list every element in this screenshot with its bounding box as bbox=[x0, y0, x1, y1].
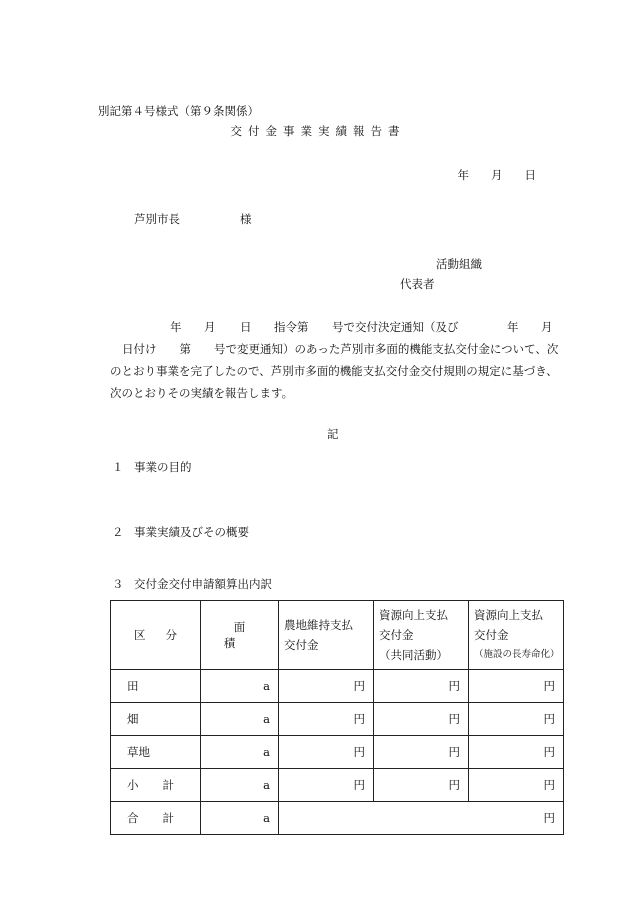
row-label: 畑 bbox=[111, 703, 201, 736]
date-month: 月 bbox=[491, 168, 503, 182]
body-month-2: 月 bbox=[541, 320, 553, 334]
amount-cell: 円 bbox=[279, 670, 374, 703]
item-breakdown: ３ 交付金交付申請額算出内訳 bbox=[112, 577, 272, 591]
row-label: 小計 bbox=[111, 769, 201, 802]
table-row bbox=[111, 736, 564, 769]
area-cell: a bbox=[201, 736, 279, 769]
amount-cell: 円 bbox=[279, 736, 374, 769]
row-label: 草地 bbox=[111, 736, 201, 769]
ki-heading: 記 bbox=[327, 427, 339, 441]
table-row-total bbox=[111, 802, 564, 835]
body-notice: 号で交付決定通知（及び bbox=[332, 320, 459, 334]
amount-cell: 円 bbox=[374, 703, 469, 736]
body-month: 月 bbox=[204, 320, 216, 334]
table-row bbox=[111, 670, 564, 703]
addressee-honorific: 様 bbox=[240, 212, 252, 226]
amount-cell: 円 bbox=[469, 736, 564, 769]
applicant-representative: 代表者 bbox=[400, 277, 435, 291]
row-label: 田 bbox=[111, 670, 201, 703]
amount-cell: 円 bbox=[469, 769, 564, 802]
amount-cell: 円 bbox=[374, 736, 469, 769]
area-cell: a bbox=[201, 802, 279, 835]
item-purpose: １ 事業の目的 bbox=[112, 460, 192, 474]
item-results: ２ 事業実績及びその概要 bbox=[112, 525, 249, 539]
addressee bbox=[134, 214, 252, 226]
amount-cell: 円 bbox=[279, 769, 374, 802]
date-day: 日 bbox=[524, 168, 536, 182]
table-row bbox=[111, 703, 564, 736]
body-day: 日 bbox=[240, 320, 252, 334]
table-row-subtotal bbox=[111, 769, 564, 802]
form-number: 別記第４号様式（第９条関係） bbox=[98, 104, 259, 118]
body-directive: 指令第 bbox=[274, 320, 309, 334]
applicant-organization: 活動組織 bbox=[436, 257, 482, 271]
area-cell: a bbox=[201, 703, 279, 736]
amount-cell: 円 bbox=[469, 703, 564, 736]
document-title: 交付金事業実績報告書 bbox=[230, 124, 406, 138]
header-resource-joint: 資源向上支払 交付金 （共同活動） bbox=[374, 601, 469, 670]
total-amount-cell: 円 bbox=[279, 802, 564, 835]
header-resource-longevity: 資源向上支払 交付金 （施設の長寿命化） bbox=[469, 601, 564, 670]
body-year-2: 年 bbox=[507, 320, 519, 334]
date-line bbox=[458, 170, 537, 182]
addressee-name: 芦別市長 bbox=[134, 212, 180, 226]
body-year: 年 bbox=[170, 320, 182, 334]
area-cell: a bbox=[201, 769, 279, 802]
row-label: 合計 bbox=[111, 802, 201, 835]
area-cell: a bbox=[201, 670, 279, 703]
header-farmland-maintenance: 農地維持支払 交付金 bbox=[279, 601, 374, 670]
header-category: 区分 bbox=[111, 601, 201, 670]
amount-cell: 円 bbox=[374, 670, 469, 703]
table-header-row bbox=[111, 601, 564, 670]
amount-cell: 円 bbox=[374, 769, 469, 802]
amount-cell: 円 bbox=[469, 670, 564, 703]
amount-cell: 円 bbox=[279, 703, 374, 736]
breakdown-table bbox=[110, 600, 564, 835]
header-area: 面積 bbox=[201, 601, 279, 670]
date-year: 年 bbox=[457, 168, 469, 182]
